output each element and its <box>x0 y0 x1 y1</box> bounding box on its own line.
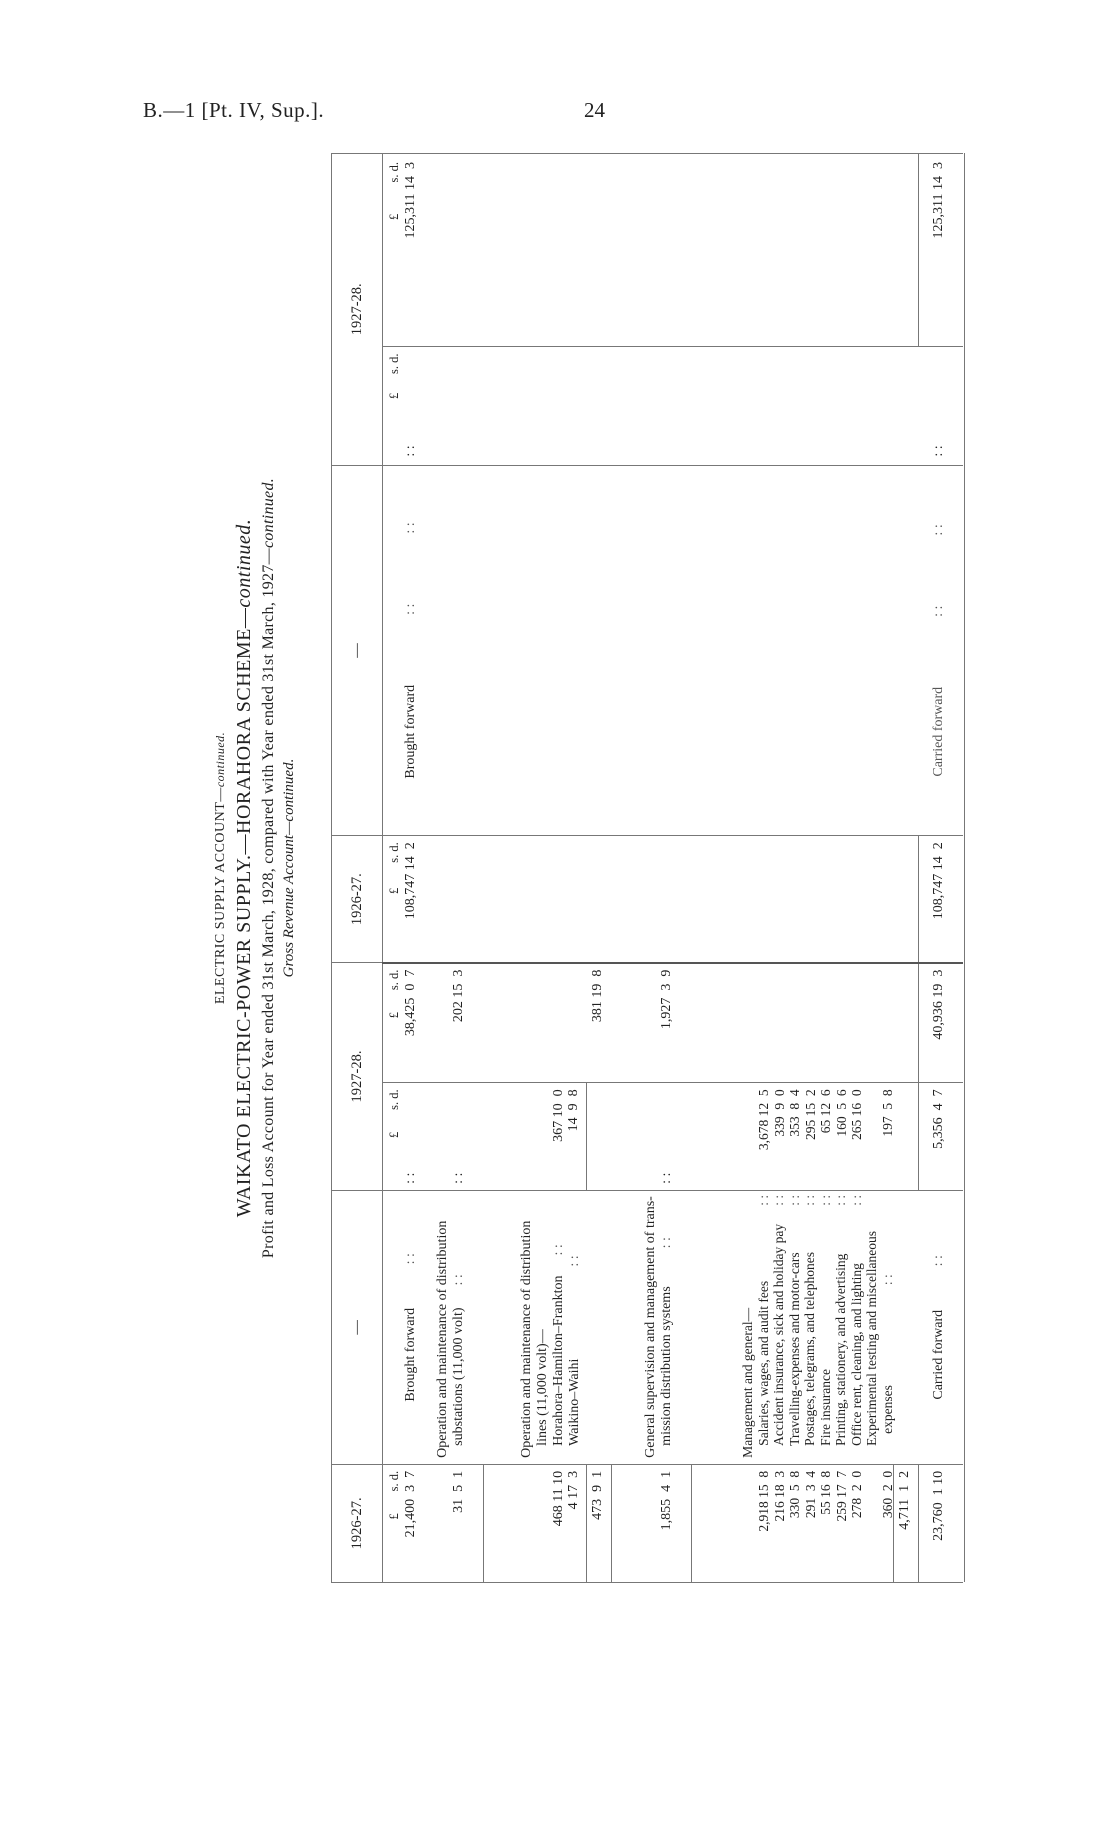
label-brought-forward-right: Brought forward: :: : <box>403 522 418 779</box>
lsd-heading: £ s. d. <box>387 842 401 895</box>
amount-management-item-1926-5: 259 17 7 <box>833 1470 849 1522</box>
amount-line-waikino-1926: 4 17 3 <box>566 1470 581 1510</box>
amount-management-item-1926-1: 216 18 3 <box>771 1470 787 1522</box>
header-particulars-right: — <box>332 465 383 836</box>
amount-general-supervision-1926: 1,855 4 1 <box>659 1470 674 1531</box>
amount-management-item-1926-7: 360 2 0 <box>880 1470 895 1519</box>
label-management-item: Accident insurance, sick and holiday pay : : <box>771 1194 786 1446</box>
amount-carried-forward-right-1926: 108,747 14 2 <box>931 842 946 920</box>
col-1927-28-inner-right <box>383 347 963 465</box>
amount-management-item-1926-4: 55 16 8 <box>818 1470 833 1515</box>
label-management-item: Printing, stationery, and advertising : : <box>833 1194 848 1446</box>
amount-line-horahora-1927: 367 10 0 <box>551 1089 566 1142</box>
col-particulars-left <box>383 1190 963 1464</box>
lsd-heading: £ s. d. <box>387 1470 401 1520</box>
col-1927-28-inner-left <box>383 1083 963 1190</box>
dots-right-brought-forward: : : <box>403 445 418 457</box>
header-1927-28-left: 1927-28. <box>332 963 383 1191</box>
amount-brought-forward-1927: 38,425 0 7 <box>403 969 418 1037</box>
title-profit-and-loss: Profit and Loss Account for Year ended 31st March, 1928, compared with Year ended 31st March, 1927—continued. <box>260 477 277 1259</box>
amount-lines-total-1926: 473 9 1 <box>590 1470 605 1520</box>
amount-management-item-1927-1: 339 9 0 <box>771 1089 787 1137</box>
lsd-heading: £ s. d. <box>387 162 401 220</box>
amount-management-item-1926-6: 278 2 0 <box>849 1470 864 1519</box>
label-brought-forward-left: Brought forward : : <box>403 1253 418 1402</box>
amount-management-item-1927-4: 65 12 6 <box>818 1089 833 1134</box>
title-block <box>213 153 333 1583</box>
amount-carried-forward-right-1927: 125,311 14 3 <box>931 162 946 239</box>
label-distribution-lines: Operation and maintenance of distribution lines (11,000 volt)— Horahora–Hamilton–Frankton: : Waikino–Waihi: : <box>519 1220 582 1458</box>
amount-management-item-1927-7: 197 5 8 <box>880 1089 895 1137</box>
label-management-item: Postages, telegrams, and telephones : : <box>802 1194 817 1446</box>
col-1926-27-right <box>383 836 963 963</box>
amount-management-item-1927-2: 353 8 4 <box>787 1089 802 1137</box>
label-management-item: Salaries, wages, and audit fees : : <box>755 1194 771 1446</box>
col-1926-27-left <box>383 1464 963 1582</box>
lsd-heading: £ s. d. <box>387 1089 401 1139</box>
amount-management-item-1927-6: 265 16 0 <box>849 1089 864 1141</box>
amount-management-item-1926-2: 330 5 8 <box>787 1470 802 1519</box>
amount-brought-forward-1926: 21,400 3 7 <box>403 1470 418 1538</box>
label-substations: Operation and maintenance of distribution substations (11,000 volt): : <box>435 1220 466 1458</box>
dots-general-supervision: : : <box>659 1172 674 1184</box>
amount-management-item-1927-5: 160 5 6 <box>833 1089 849 1137</box>
page-reference: B.—1 [Pt. IV, Sup.]. <box>143 98 325 122</box>
header-1926-27-left: 1926-27. <box>332 1464 383 1582</box>
label-management-item: Office rent, cleaning, and lighting : : <box>848 1194 864 1446</box>
amount-carried-forward-1926: 23,760 1 10 <box>931 1470 946 1541</box>
amount-management-item-1927-3: 295 15 2 <box>802 1089 818 1141</box>
amount-substations-1926: 31 5 1 <box>451 1470 466 1513</box>
title-electric-supply: ELECTRIC SUPPLY ACCOUNT—continued. <box>213 731 228 1005</box>
amount-brought-forward-right-1926: 108,747 14 2 <box>403 842 418 920</box>
label-carried-forward-right: Carried forward: :: : <box>931 524 946 777</box>
dots-substations: : : <box>451 1172 466 1184</box>
header-1927-28-right: 1927-28. <box>332 154 383 466</box>
label-general-supervision: General supervision and management of trans- mission distribution systems: : <box>643 1196 674 1458</box>
amount-general-supervision-1927: 1,927 3 9 <box>659 969 674 1030</box>
title-gross-revenue: Gross Revenue Account—continued. <box>281 758 297 978</box>
col-1927-28-outer-left <box>383 963 963 1083</box>
label-management-item: Travelling-expenses and motor-cars : : <box>786 1194 802 1446</box>
col-particulars-right <box>383 465 963 836</box>
label-management-general: Management and general— Salaries, wages, and audit fees : : Accident insurance, sick and holiday pay : : Travelling-expenses and motor-cars : : Postages, telegrams, and telephones : : Fire insurance : : Printing, stationery, and advertising : : Office rent, cleaning, and lighting : : Experimental testing and miscellaneous expenses: : <box>740 1194 895 1458</box>
amount-management-total-1926: 4,711 1 2 <box>897 1470 912 1530</box>
lsd-heading: £ s. d. <box>387 353 401 399</box>
label-management-item: Fire insurance : : <box>817 1194 833 1446</box>
amount-management-item-1926-3: 291 3 4 <box>802 1470 818 1519</box>
label-carried-forward-left: Carried forward : : <box>931 1255 946 1400</box>
page-number: 24 <box>584 98 605 122</box>
amount-line-waikino-1927: 14 9 8 <box>566 1089 581 1132</box>
header-1926-27-right: 1926-27. <box>332 836 383 963</box>
rotated-account-page <box>213 153 953 1583</box>
amount-management-item-1926-0: 2,918 15 8 <box>756 1470 771 1532</box>
account-table <box>331 153 965 1583</box>
amount-carried-forward-1927-inner: 5,356 4 7 <box>931 1089 946 1149</box>
header-particulars-left: — <box>332 1190 383 1464</box>
lsd-heading: £ s. d. <box>387 969 401 1019</box>
amount-management-item-1927-0: 3,678 12 5 <box>756 1089 771 1151</box>
amount-lines-total-1927: 381 19 8 <box>590 969 605 1023</box>
col-1927-28-outer-right <box>383 154 963 347</box>
dots-right-carried-forward: : : <box>931 445 946 457</box>
title-horahora-scheme: WAIKATO ELECTRIC-POWER SUPPLY.—HORAHORA SCHEME—continued. <box>233 518 255 1218</box>
amount-substations-1927: 202 15 3 <box>451 969 466 1023</box>
dots-brought-forward: : : <box>403 1172 418 1184</box>
amount-carried-forward-1927: 40,936 19 3 <box>931 969 946 1040</box>
amount-brought-forward-right-1927: 125,311 14 3 <box>403 162 418 239</box>
amount-line-horahora-1926: 468 11 10 <box>551 1470 566 1527</box>
